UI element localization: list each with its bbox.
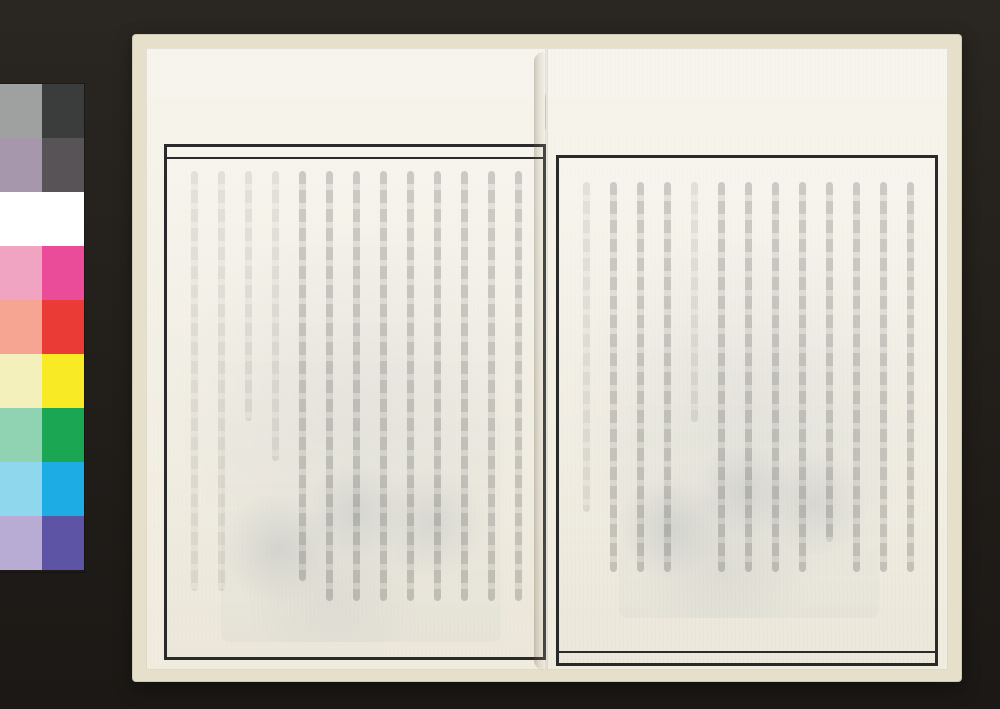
right-text-column bbox=[819, 176, 840, 647]
right-text-column bbox=[603, 176, 624, 647]
right-text-placeholder-line bbox=[880, 182, 887, 572]
left-text-placeholder-line bbox=[380, 171, 387, 601]
right-text-column bbox=[765, 176, 786, 647]
left-text-placeholder-line bbox=[218, 171, 225, 591]
color-swatch bbox=[42, 462, 84, 516]
right-text-placeholder-line bbox=[799, 182, 806, 572]
right-text-column bbox=[738, 176, 759, 647]
left-text-column bbox=[481, 165, 502, 641]
right-text-column bbox=[630, 176, 651, 647]
left-text-placeholder-line bbox=[272, 171, 279, 461]
right-text-placeholder-line bbox=[583, 182, 590, 512]
left-text-column bbox=[211, 165, 232, 641]
right-text-columns bbox=[573, 176, 921, 647]
right-text-column bbox=[711, 176, 732, 647]
right-text-placeholder-line bbox=[826, 182, 833, 542]
left-text-placeholder-line bbox=[461, 171, 468, 601]
color-swatch bbox=[42, 246, 84, 300]
right-text-placeholder-line bbox=[610, 182, 617, 572]
color-swatch bbox=[42, 354, 84, 408]
left-text-column bbox=[400, 165, 421, 641]
right-text-placeholder-line bbox=[637, 182, 644, 572]
left-page bbox=[146, 48, 547, 670]
right-text-placeholder-line bbox=[772, 182, 779, 572]
color-calibration-target bbox=[0, 84, 84, 572]
left-text-column bbox=[454, 165, 475, 641]
left-text-placeholder-line bbox=[434, 171, 441, 601]
color-swatch bbox=[0, 138, 42, 192]
left-text-column bbox=[346, 165, 367, 641]
right-page bbox=[546, 48, 948, 670]
right-text-column bbox=[576, 176, 597, 647]
left-text-column bbox=[265, 165, 286, 641]
color-swatch bbox=[42, 516, 84, 570]
left-frame-top-rule bbox=[167, 157, 543, 159]
left-text-column bbox=[508, 165, 529, 641]
color-swatch bbox=[0, 354, 42, 408]
left-text-column bbox=[238, 165, 259, 641]
left-text-placeholder-line bbox=[353, 171, 360, 601]
right-text-column bbox=[900, 176, 921, 647]
color-swatch bbox=[0, 462, 42, 516]
color-swatch bbox=[42, 192, 84, 246]
right-text-placeholder-line bbox=[853, 182, 860, 572]
left-text-placeholder-line bbox=[299, 171, 306, 581]
open-book bbox=[132, 34, 962, 682]
left-text-column bbox=[184, 165, 205, 641]
left-text-placeholder-line bbox=[245, 171, 252, 421]
right-text-column bbox=[873, 176, 894, 647]
color-swatch bbox=[0, 192, 42, 246]
right-text-placeholder-line bbox=[691, 182, 698, 422]
left-text-placeholder-line bbox=[407, 171, 414, 601]
left-text-placeholder-line bbox=[515, 171, 522, 601]
color-swatch bbox=[42, 138, 84, 192]
color-swatch bbox=[42, 300, 84, 354]
right-text-column bbox=[684, 176, 705, 647]
left-text-column bbox=[319, 165, 340, 641]
right-text-placeholder-line bbox=[907, 182, 914, 572]
right-text-column bbox=[792, 176, 813, 647]
left-text-column bbox=[292, 165, 313, 641]
color-swatch bbox=[0, 84, 42, 138]
right-text-placeholder-line bbox=[718, 182, 725, 572]
color-swatch bbox=[0, 516, 42, 570]
left-text-frame bbox=[164, 144, 546, 660]
left-text-placeholder-line bbox=[488, 171, 495, 601]
color-swatch bbox=[42, 408, 84, 462]
left-text-placeholder-line bbox=[191, 171, 198, 591]
color-swatch bbox=[0, 246, 42, 300]
right-text-frame bbox=[556, 155, 938, 666]
right-frame-bottom-rule bbox=[559, 651, 935, 653]
left-text-column bbox=[373, 165, 394, 641]
left-text-placeholder-line bbox=[326, 171, 333, 601]
right-text-column bbox=[657, 176, 678, 647]
color-swatch bbox=[42, 84, 84, 138]
right-text-placeholder-line bbox=[664, 182, 671, 572]
color-swatch bbox=[0, 300, 42, 354]
left-text-columns bbox=[181, 165, 529, 641]
left-text-column bbox=[427, 165, 448, 641]
right-text-column bbox=[846, 176, 867, 647]
color-swatch bbox=[0, 408, 42, 462]
right-text-placeholder-line bbox=[745, 182, 752, 572]
